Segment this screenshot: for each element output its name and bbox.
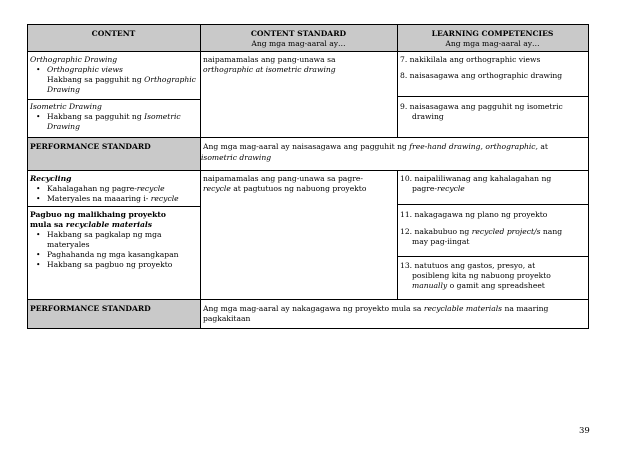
grid-line xyxy=(27,24,589,25)
recycling-standard-line2-rest: at pagtutuos ng nabuong proyekto xyxy=(230,184,367,193)
competency-13-line3 xyxy=(412,281,545,290)
isometric-bullet-hakbang-line2: Drawing xyxy=(47,122,80,131)
performance-standard-label-1: PERFORMANCE STANDARD xyxy=(30,142,151,151)
header-learning-competencies: LEARNING COMPETENCIES xyxy=(431,29,554,38)
orthographic-standard-line1: naipamamalas ang pang-unawa sa xyxy=(203,55,336,64)
grid-line xyxy=(200,24,201,329)
recycling-bullet-kahalagahan-text: Kahalagahan ng pagre- xyxy=(47,184,137,193)
orthographic-bullet-hakbang-text: Hakbang sa pagguhit ng xyxy=(47,75,145,84)
isometric-bullet-hakbang-text: Hakbang sa pagguhit ng xyxy=(47,112,145,121)
orthographic-bullet-hakbang xyxy=(47,75,199,84)
page-number: 39 xyxy=(579,426,590,436)
competency-12-line1 xyxy=(400,227,562,236)
header-content-standard: CONTENT STANDARD xyxy=(250,29,347,38)
competency-10-line2 xyxy=(412,184,465,193)
recycling-bullet-materyales-italic: recycle xyxy=(150,194,179,203)
pagbuo-title-line2 xyxy=(30,220,152,229)
grid-line xyxy=(27,51,589,52)
performance-2-text-b: recyclable materials xyxy=(423,304,503,313)
recycling-standard-line1: naipamamalas ang pang-unawa sa pagre- xyxy=(203,174,363,183)
pagbuo-bullet-pagkalap: • Hakbang sa pagkalap ng mga xyxy=(47,230,162,239)
orthographic-standard-line2: orthographic at isometric drawing xyxy=(203,65,336,74)
recycling-bullet-materyales-text: Materyales na maaaring i- xyxy=(47,194,151,203)
grid-line xyxy=(27,328,589,329)
isometric-title: Isometric Drawing xyxy=(30,102,102,111)
grid-line xyxy=(397,96,589,97)
recycling-bullet-materyales xyxy=(47,194,179,203)
competency-10-line2-italic: recycle xyxy=(436,184,465,193)
orthographic-bullet-views: • Orthographic views xyxy=(47,65,123,74)
grid-line xyxy=(397,256,589,257)
competency-13-line2: posibleng kita ng nabuong proyekto xyxy=(412,271,551,280)
performance-standard-label-2: PERFORMANCE STANDARD xyxy=(30,304,151,313)
grid-line xyxy=(27,206,200,207)
competency-12-italic: recycled project/s xyxy=(471,227,541,236)
competency-9-line1: 9. naisasagawa ang pagguhit ng isometric xyxy=(400,102,563,111)
competency-11: 11. nakagagawa ng plano ng proyekto xyxy=(400,210,548,219)
pagbuo-bullet-pagbuo: • Hakbang sa pagbuo ng proyekto xyxy=(47,260,172,269)
competency-8: 8. naisasagawa ang orthographic drawing xyxy=(400,71,563,80)
performance-standard-text-2-line2: pagkakitaan xyxy=(203,314,251,323)
pagbuo-title-line1: Pagbuo ng malikhaing proyekto xyxy=(30,210,166,219)
performance-1-text-c: at xyxy=(537,142,548,151)
recycling-title: Recycling xyxy=(30,174,72,183)
grid-line xyxy=(27,137,589,138)
header-content: CONTENT xyxy=(91,29,136,38)
grid-line xyxy=(27,170,589,171)
competency-10-line1: 10. naipaliliwanag ang kahalagahan ng xyxy=(400,174,552,183)
performance-standard-text-1-line2: isometric drawing xyxy=(201,153,272,162)
pagbuo-title-line2-text: mula sa xyxy=(30,220,66,229)
competency-9-line2: drawing xyxy=(412,112,444,121)
performance-standard-text-1 xyxy=(203,142,548,151)
isometric-bullet-hakbang xyxy=(47,112,181,121)
performance-2-text-a: Ang mga mag-aaral ay nakagagawa ng proyekto mula sa xyxy=(203,304,424,313)
grid-line xyxy=(397,204,589,205)
competency-13-line3-italic: manually xyxy=(412,281,448,290)
pagbuo-bullet-pagkalap-line2: materyales xyxy=(47,240,90,249)
performance-2-text-c: na maaring xyxy=(502,304,549,313)
grid-line xyxy=(588,24,589,329)
competency-12-line2: may pag-iingat xyxy=(412,237,470,246)
competency-7: 7. nakikilala ang orthographic views xyxy=(400,55,541,64)
grid-line xyxy=(27,99,200,100)
pagbuo-title-line2-italic: recyclable materials xyxy=(65,220,153,229)
orthographic-bullet-hakbang-italic: Orthographic xyxy=(144,75,196,84)
header-content-standard-sub: Ang mga mag-aaral ay… xyxy=(251,39,346,48)
recycling-standard-line2-italic: recycle xyxy=(203,184,231,193)
orthographic-bullet-hakbang-line2: Drawing xyxy=(47,85,80,94)
isometric-bullet-hakbang-italic: Isometric xyxy=(144,112,181,121)
competency-13-line1: 13. natutuos ang gastos, presyo, at xyxy=(400,261,536,270)
competency-12-suffix: nang xyxy=(540,227,563,236)
grid-line xyxy=(397,170,398,299)
competency-12-text: 12. nakabubuo ng xyxy=(400,227,472,236)
header-learning-competencies-sub: Ang mga mag-aaral ay… xyxy=(445,39,540,48)
recycling-bullet-kahalagahan xyxy=(47,184,165,193)
recycling-bullet-kahalagahan-italic: recycle xyxy=(136,184,165,193)
pagbuo-bullet-paghahanda: • Paghahanda ng mga kasangkapan xyxy=(47,250,179,259)
grid-line xyxy=(27,24,28,329)
performance-1-text-a: Ang mga mag-aaral ay naisasagawa ang pagguhit ng xyxy=(203,142,410,151)
orthographic-title: Orthographic Drawing xyxy=(30,55,118,64)
performance-1-text-b: free-hand drawing, orthographic, xyxy=(409,142,538,151)
grid-line xyxy=(27,299,589,300)
recycling-standard-line2 xyxy=(203,184,366,193)
competency-13-line3-rest: o gamit ang spreadsheet xyxy=(447,281,545,290)
competency-10-line2-text: pagre- xyxy=(412,184,437,193)
performance-standard-text-2 xyxy=(203,304,548,313)
